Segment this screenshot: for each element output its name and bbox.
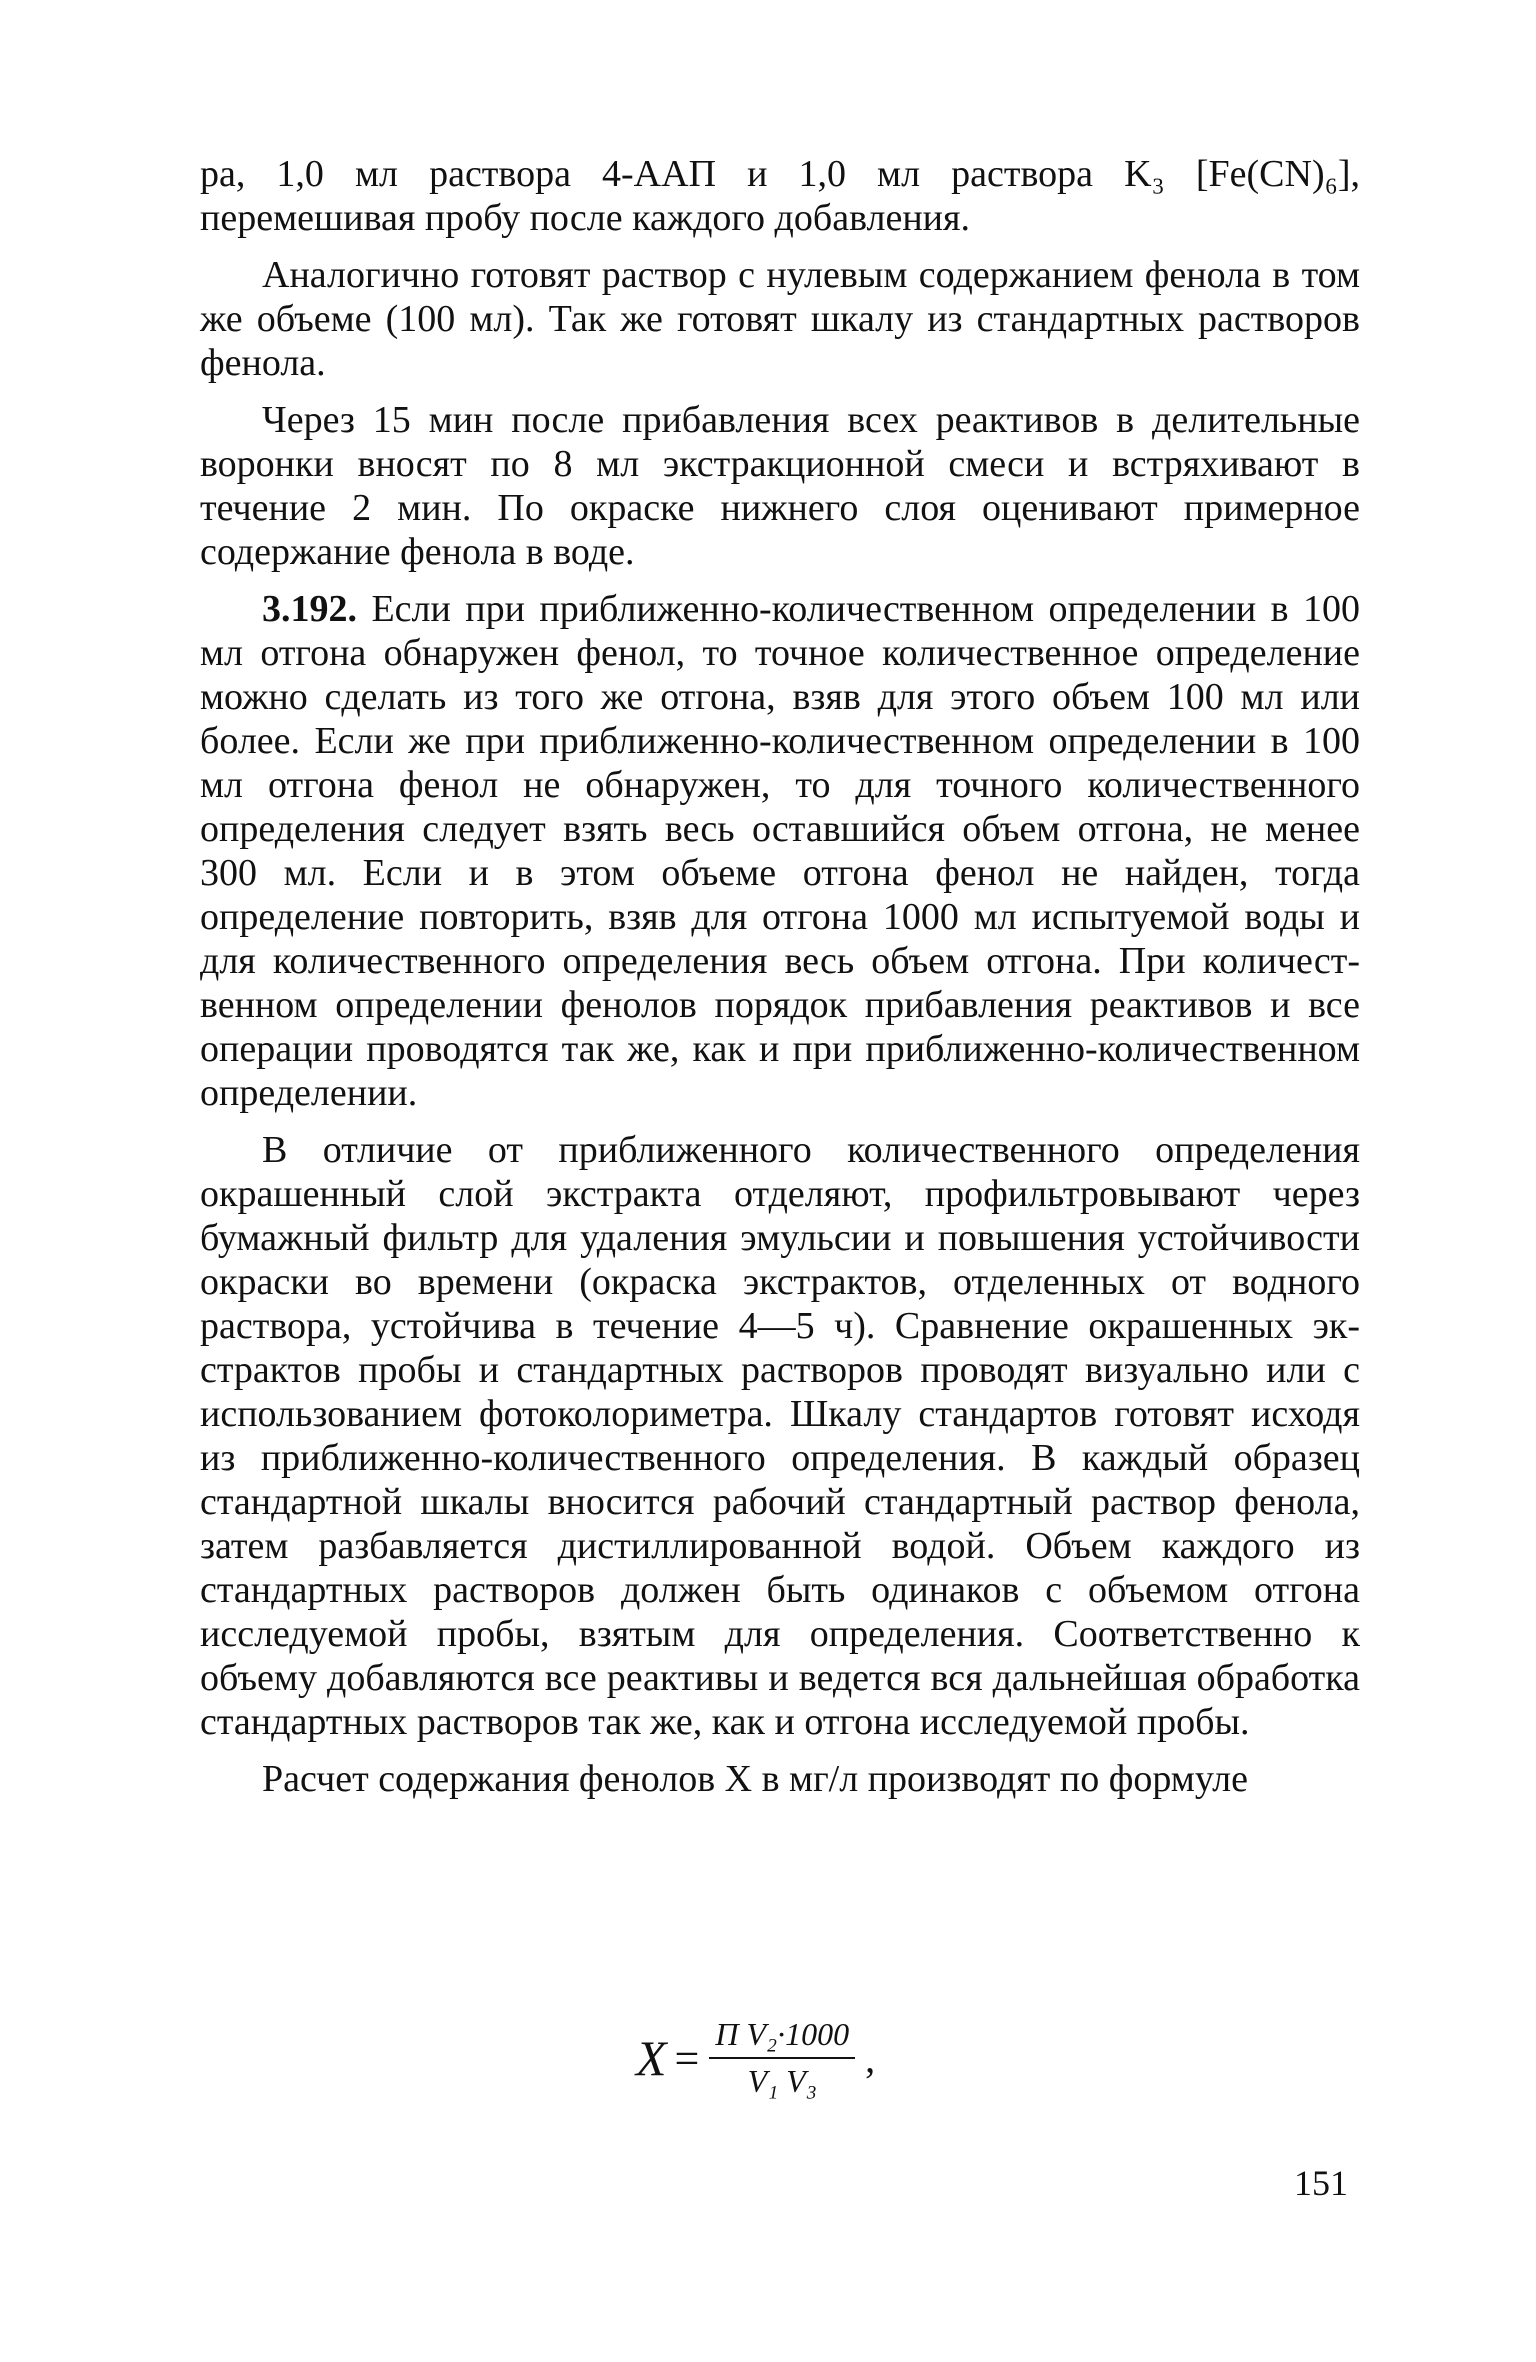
formula-denominator: V₁ V₃	[747, 2063, 817, 2099]
paragraph-continuation: ра, 1,0 мл раствора 4-ААП и 1,0 мл раствора K₃ [Fe(CN)₆], перемешивая пробу после каждого добавления.	[200, 153, 1360, 239]
formula-row	[0, 2016, 1536, 2126]
section-text: Если при приближенно-количественном определении в 100 мл отгона обнаружен фенол, то точное количественное определение можно сделать из того же отгона, взяв для этого объем 100 мл или более. Если же при приближенно-количественном определении в 100 мл отгона фенол не обнаружен, то для точного количественного определения следует взять весь оставшийся объем отгона, не менее 300 мл. Если и в этом объеме отгона фенол не найден, тогда определение повторить, взяв для отгона 1000 мл испытуемой воды и для количественного определения весь объем отгона. При количественном определении фенолов порядок прибавления реактивов и все операции проводятся так же, как и при приближенно-количественном определении.	[200, 588, 1361, 1114]
paragraph-zero-solution: Аналогично готовят раствор с нулевым содержанием фенола в том же объеме (100 мл). Так же готовят шкалу из стандартных растворов фенола.	[200, 254, 1360, 384]
paragraph-formula-intro: Расчет содержания фенолов X в мг/л производят по формуле	[262, 1758, 1248, 1800]
phenol-formula	[636, 2016, 875, 2100]
formula-lhs: X	[636, 2030, 667, 2086]
paragraph-exact-method: В отличие от приближенного количественного определения окрашенный слой экстракта отделяют, профильтровывают через бумажный фильтр для удаления эмульсии и повышения устойчивости окраски во времени (окраска экстрактов, отделенных от водного раствора, устойчива в течение 4—5 ч). Сравнение окрашенных экстрактов пробы и стандартных растворов проводят визуально или с использованием фотоколориметра. Шкалу стандартов готовят исходя из приближенно-количественного определения. В каждый образец стандартной шкалы вносится рабочий стандартный раствор фенола, затем разбавляется дистиллированной водой. Объем каждого из стандартных растворов должен быть одинаков с объемом отгона исследуемой пробы, взятым для определения. Соответственно к объему добавляются все реактивы и ведется вся дальнейшая обработка стандартных растворов так же, как и отгона исследуемой пробы.	[200, 1129, 1360, 1743]
formula-equals: =	[674, 2033, 700, 2083]
formula-comma: ,	[865, 2035, 876, 2081]
section-number: 3.192.	[262, 588, 357, 630]
section-3-192	[200, 587, 1360, 1115]
page-number: 151	[1294, 2163, 1348, 2203]
formula-fraction	[709, 2016, 855, 2100]
formula-numerator: П V₂·1000	[709, 2016, 855, 2059]
body-text	[200, 152, 1360, 1801]
paragraph-extraction: Через 15 мин после прибавления всех реактивов в делительные воронки вносят по 8 мл экстракционной смеси и встряхивают в течение 2 мин. По окраске нижнего слоя оценивают примерное содержание фенола в воде.	[200, 399, 1360, 573]
